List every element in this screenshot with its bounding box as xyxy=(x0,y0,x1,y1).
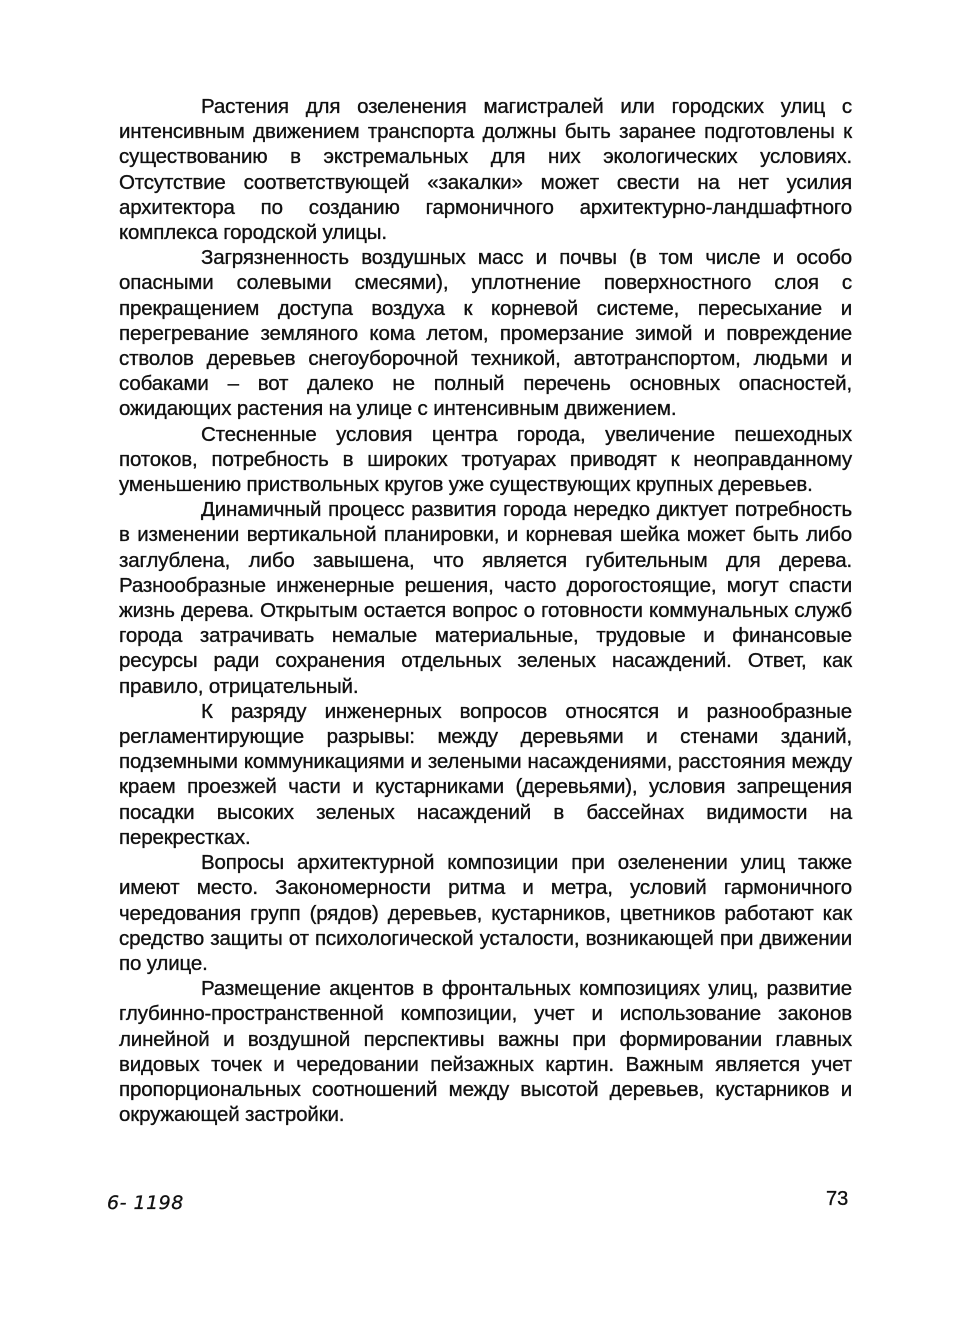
paragraph: Загрязненность воздушных масс и почвы (в том числе и особо опасными солевыми смесями), уплотнение поверхностного слоя с прекращением доступа воздуха к корневой системе, пересыхание и перегревание земляного кома летом, промерзание зимой и повреждение стволов деревьев снегоуборочной техникой, автотранспортом, людьми и собаками – вот далеко не полный перечень основных опасностей, ожидающих растения на улице с интенсивным движением. xyxy=(119,246,852,421)
paragraph: Динамичный процесс развития города нередко диктует потребность в изменении вертикальной планировки, и корневая шейка может быть либо заглублена, либо завышена, что является губительным для дерева. Разнообразные инженерные решения, часто дорогостоящие, могут спасти жизнь дерева. Открытым остается вопрос о готовности коммунальных служб города затрачивать немалые материальные, трудовые и финансовые ресурсы ради сохранения отдельных зеленых насаждений. Ответ, как правило, отрицательный. xyxy=(119,498,852,698)
page-number: 73 xyxy=(826,1188,849,1210)
paragraph: Вопросы архитектурной композиции при озеленении улиц также имеют место. Закономерности ритма и метра, условий гармоничного чередования групп (рядов) деревьев, кустарников, цветников работают как средство защиты от психологической усталости, возникающей при движении по улице. xyxy=(119,851,852,975)
paragraph: Стесненные условия центра города, увеличение пешеходных потоков, потребность в широких тротуарах приводят к неоправданному уменьшению приствольных кругов уже существующих крупных деревьев. xyxy=(119,422,852,497)
paragraph: К разряду инженерных вопросов относятся и разнообразные регламентирующие разрывы: между деревьями и стенами зданий, подземными коммуникациями и зелеными насаждениями, расстояния между краем проезжей части и кустарниками (деревьями), условия запрещения посадки высоких зеленых насаждений в бассейнах видимости на перекрестках. xyxy=(119,699,852,849)
paragraph: Растения для озеленения магистралей или городских улиц с интенсивным движением транспорта должны быть заранее подготовлены к существованию в экстремальных для них экологических условиях. Отсутствие соответствующей «закалки» может свести на нет усилия архитектора по созданию гармоничного архитектурно-ландшафтного комплекса городской улицы. xyxy=(119,95,852,245)
paragraph: Размещение акцентов в фронтальных композициях улиц, развитие глубинно-пространственной композиции, учет и использование законов линейной и воздушной перспективы важны при формировании главных видовых точек и чередовании пейзажных картин. Важным является учет пропорциональных соотношений между высотой деревьев, кустарников и окружающей застройки. xyxy=(119,977,852,1127)
printer-signature-mark: 6- 1198 xyxy=(107,1192,184,1214)
body-text xyxy=(119,94,852,1127)
